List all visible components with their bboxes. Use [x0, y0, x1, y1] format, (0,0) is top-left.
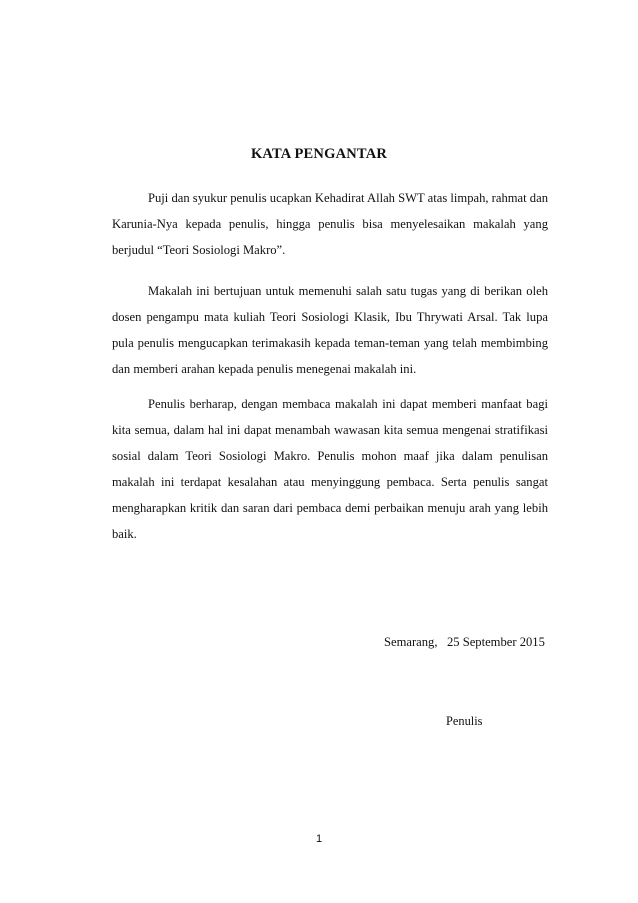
- paragraph-2: Makalah ini bertujuan untuk memenuhi salah satu tugas yang di berikan oleh dosen pengampu mata kuliah Teori Sosiologi Klasik, Ibu Thrywati Arsal. Tak lupa pula penulis mengucapkan terimakasih kepada teman-teman yang telah membimbing dan memberi arahan kepada penulis menegenai makalah ini.: [112, 284, 548, 376]
- page-number: 1: [315, 833, 323, 845]
- paragraph-1: Puji dan syukur penulis ucapkan Kehadirat Allah SWT atas limpah, rahmat dan Karunia-Nya kepada penulis, hingga penulis bisa menyelesaikan makalah yang berjudul “Teori Sosiologi Makro”.: [112, 191, 548, 257]
- place-date: Semarang, 25 September 2015: [384, 635, 545, 649]
- paragraph-3: Penulis berharap, dengan membaca makalah ini dapat memberi manfaat bagi kita semua, dalam hal ini dapat menambah wawasan kita semua mengenai stratifikasi sosial dalam Teori Sosiologi Makro. Penulis mohon maaf jika dalam penulisan makalah ini terdapat kesalahan atau menyinggung pembaca. Serta penulis sangat mengharapkan kritik dan saran dari pembaca demi perbaikan menuju arah yang lebih baik.: [112, 397, 548, 541]
- signature-label: Penulis: [446, 714, 483, 728]
- page-title: KATA PENGANTAR: [250, 146, 388, 162]
